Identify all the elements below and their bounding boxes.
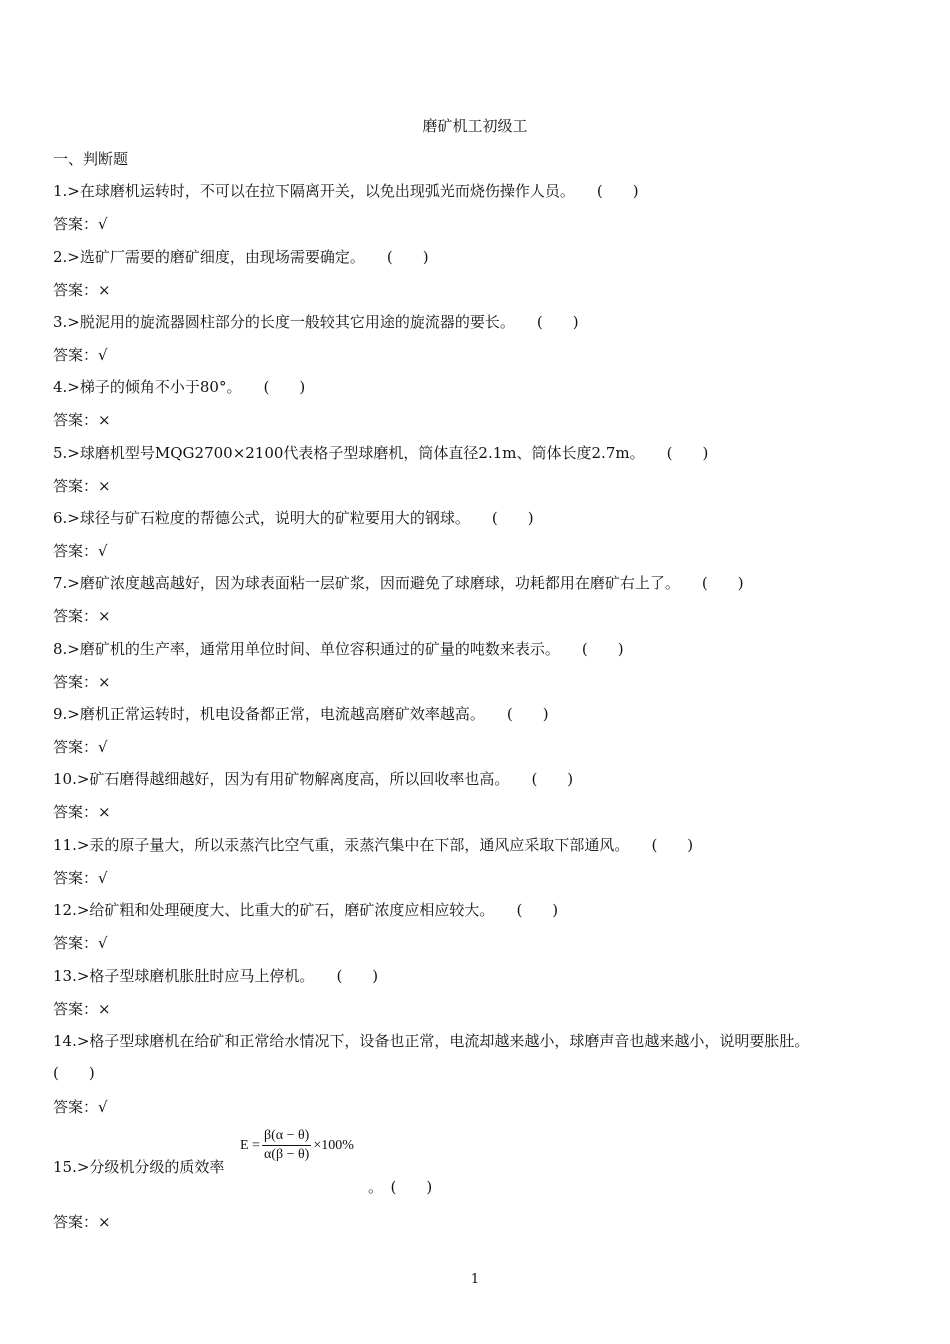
formula-rhs: ×100% xyxy=(313,1137,354,1153)
answer-6: 答案：√ xyxy=(53,542,108,560)
answer-blank: ( ) xyxy=(491,509,534,527)
question-3 xyxy=(53,311,579,332)
question-1 xyxy=(53,180,639,201)
answer-13: 答案：× xyxy=(53,1000,111,1018)
question-8 xyxy=(53,638,624,659)
answer-14: 答案：√ xyxy=(53,1098,108,1116)
answer-blank: ( ) xyxy=(701,574,744,592)
formula-fraction xyxy=(262,1128,311,1163)
question-7 xyxy=(53,572,744,593)
answer-1: 答案：√ xyxy=(53,215,108,233)
question-text: 11.>汞的原子量大，所以汞蒸汽比空气重，汞蒸汽集中在下部，通风应采取下部通风。 xyxy=(53,836,630,854)
answer-12: 答案：√ xyxy=(53,934,108,952)
question-13 xyxy=(53,965,378,986)
question-14: 14.>格子型球磨机在给矿和正常给水情况下，设备也正常，电流却越来越小，球磨声音也越来越小，说明要胀肚。 xyxy=(53,1032,810,1050)
answer-blank: ( ) xyxy=(651,836,694,854)
document-title: 磨矿机工初级工 xyxy=(422,117,528,135)
question-text: 6.>球径与矿石粒度的帮德公式，说明大的矿粒要用大的钢球。 xyxy=(53,509,470,527)
question-text: 4.>梯子的倾角不小于80°。 xyxy=(53,378,242,396)
answer-blank: ( ) xyxy=(506,705,549,723)
answer-10: 答案：× xyxy=(53,803,111,821)
question-text: 7.>磨矿浓度越高越好，因为球表面粘一层矿浆，因而避免了球磨球，功耗都用在磨矿右上了。 xyxy=(53,574,680,592)
question-text: 9.>磨机正常运转时，机电设备都正常，电流越高磨矿效率越高。 xyxy=(53,705,485,723)
formula-denominator: α(β − θ) xyxy=(263,1147,310,1162)
answer-blank-14: ( ) xyxy=(53,1064,95,1082)
question-text: 13.>格子型球磨机胀肚时应马上停机。 xyxy=(53,967,315,985)
question-6 xyxy=(53,507,534,528)
answer-blank: ( ) xyxy=(581,640,624,658)
answer-9: 答案：√ xyxy=(53,738,108,756)
answer-blank: ( ) xyxy=(666,444,709,462)
question-text: 8.>磨矿机的生产率，通常用单位时间、单位容积通过的矿量的吨数来表示。 xyxy=(53,640,560,658)
question-text: 5.>球磨机型号MQG2700×2100代表格子型球磨机，筒体直径2.1m、筒体长度2.7m。 xyxy=(53,444,645,462)
question-text: 3.>脱泥用的旋流器圆柱部分的长度一般较其它用途的旋流器的要长。 xyxy=(53,313,515,331)
answer-blank: ( ) xyxy=(536,313,579,331)
question-text: 2.>选矿厂需要的磨矿细度，由现场需要确定。 xyxy=(53,248,365,266)
answer-7: 答案：× xyxy=(53,607,111,625)
question-text: 1.>在球磨机运转时，不可以在拉下隔离开关，以免出现弧光而烧伤操作人员。 xyxy=(53,182,575,200)
question-5 xyxy=(53,442,708,463)
answer-11: 答案：√ xyxy=(53,869,108,887)
answer-15: 答案：× xyxy=(53,1213,111,1231)
answer-5: 答案：× xyxy=(53,477,111,495)
question-2 xyxy=(53,246,429,267)
formula-numerator: β(α − θ) xyxy=(262,1128,311,1146)
answer-blank: ( ) xyxy=(596,182,639,200)
answer-blank: ( ) xyxy=(386,248,429,266)
question-11 xyxy=(53,834,693,855)
efficiency-formula xyxy=(240,1128,354,1163)
section-heading: 一、判断题 xyxy=(53,150,129,168)
answer-blank: ( ) xyxy=(516,901,559,919)
answer-3: 答案：√ xyxy=(53,346,108,364)
question-text: 10.>矿石磨得越细越好，因为有用矿物解离度高，所以回收率也高。 xyxy=(53,770,510,788)
answer-4: 答案：× xyxy=(53,411,111,429)
question-4 xyxy=(53,376,305,397)
question-10 xyxy=(53,768,573,789)
answer-blank-15: 。 ( ) xyxy=(368,1178,433,1196)
answer-blank: ( ) xyxy=(263,378,306,396)
question-12 xyxy=(53,899,558,920)
question-text: 12.>给矿粗和处理硬度大、比重大的矿石，磨矿浓度应相应较大。 xyxy=(53,901,495,919)
answer-blank: ( ) xyxy=(531,770,574,788)
answer-8: 答案：× xyxy=(53,673,111,691)
question-9 xyxy=(53,703,549,724)
answer-2: 答案：× xyxy=(53,281,111,299)
question-15: 15.>分级机分级的质效率 xyxy=(53,1158,225,1176)
answer-blank: ( ) xyxy=(336,967,379,985)
formula-lhs: E = xyxy=(240,1137,260,1153)
page-number: 1 xyxy=(470,1272,480,1287)
